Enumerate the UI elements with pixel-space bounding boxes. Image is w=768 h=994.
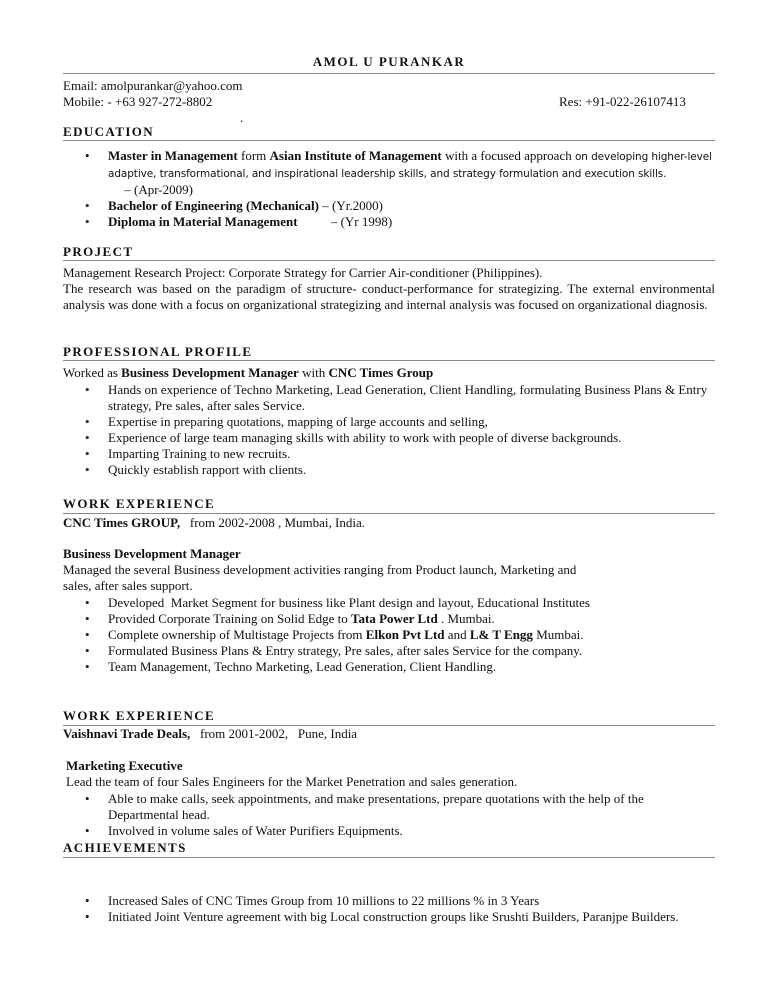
bullet: • [85,909,90,924]
achievements-list [63,893,715,925]
header-rule [63,73,715,74]
work-experience-heading: WORK EXPERIENCE [63,496,216,511]
work1-bullet-text: Formulated Business Plans & Entry strategy, Pre sales, after sales Service for the company. [108,643,583,658]
bullet: • [85,198,90,213]
list-item [63,643,715,659]
client-tata-power: Tata Power Ltd [351,611,438,626]
work1-bullet-text: Team Management, Techno Marketing, Lead Generation, Client Handling. [108,659,497,674]
work2-title-text: Marketing Executive [66,758,183,773]
achievements-heading: ACHIEVEMENTS [63,840,187,855]
residence-phone: Res: +91-022-26107413 [559,94,686,109]
work2-desc: Lead the team of four Sales Engineers for the Market Penetration and sales generation. [66,774,518,789]
client-lt-engg: L& T Engg [469,627,533,642]
work2-title [66,758,183,774]
profile-list [63,382,715,478]
degree-diploma: Diploma in Material Management [108,214,298,229]
bullet: • [85,643,90,658]
project-title: Management Research Project: Corporate Strategy for Carrier Air-conditioner (Philippines). [63,265,543,280]
work1-employer-line [63,515,365,531]
list-item [63,627,715,643]
list-item [63,823,715,839]
bullet: • [85,627,90,642]
list-item [63,430,715,446]
text-with: with [298,365,329,380]
bullet: • [85,214,90,229]
focus-description: on developing higher-level adaptive, transformational, and inspirational leadership skills, and strategy formulation and execution skills. [108,151,712,180]
work2-bullet-text: Involved in volume sales of Water Purifiers Equipments. [108,823,403,838]
project-heading: PROJECT [63,244,134,259]
work2-company: Vaishnavi Trade Deals, [63,726,191,741]
work1-bullet-text: Mumbai. [532,627,584,642]
profile-rule [63,360,715,361]
work-experience-rule [63,513,715,514]
degree-masters: Master in Management [108,148,238,163]
text-form: form [237,148,270,163]
bullet: • [85,148,90,163]
work1-title [63,546,241,562]
bachelor-date: – (Yr.2000) [318,198,383,213]
work1-desc-line1: Managed the several Business development activities ranging from Product launch, Marketing and [63,562,577,577]
work1-bullet-text: Developed Market Segment for business like Plant design and layout, Educational Institutes [108,595,590,610]
bullet: • [85,430,90,445]
work-experience-heading: WORK EXPERIENCE [63,708,216,723]
bullet: • [85,893,90,908]
mobile-line: Mobile: - +63 927-272-8802 [63,94,213,109]
list-item [63,909,715,925]
list-item [63,659,715,675]
profile-company: CNC Times Group [328,365,434,380]
bullet: • [85,414,90,429]
profile-role: Business Development Manager [121,365,299,380]
bullet: • [85,659,90,674]
education-rule [63,140,715,141]
education-list [63,148,715,230]
masters-date: – (Apr-2009) [108,182,193,197]
list-item [63,595,715,611]
text-focus-intro: with a focused approach [441,148,575,163]
education-item-masters [63,148,715,198]
list-item [63,446,715,462]
work1-bullet-text: . Mumbai. [437,611,495,626]
work2-list [63,791,715,839]
work1-bullet-text: and [444,627,470,642]
education-item-bachelor [63,198,715,214]
institute-name: Asian Institute of Management [269,148,442,163]
work1-bullet-text: Complete ownership of Multistage Projects from [108,627,366,642]
list-item [63,893,715,909]
bullet: • [85,823,90,838]
work1-list [63,595,715,675]
bullet: • [85,382,90,397]
work1-period: from 2002-2008 , Mumbai, India. [180,515,366,530]
client-elkon: Elkon Pvt Ltd [365,627,445,642]
list-item [63,791,715,823]
bullet: • [85,462,90,477]
bullet: • [85,791,90,806]
profile-bullet-text: Quickly establish rapport with clients. [108,462,307,477]
email-line: Email: amolpurankar@yahoo.com [63,78,243,93]
profile-bullet-text: Hands on experience of Techno Marketing, Lead Generation, Client Handling, formulating Business Plans & Entry strategy, Pre sales, after sales Service. [108,382,708,413]
work1-desc-line2: sales, after sales support. [63,578,193,593]
candidate-name: AMOL U PURANKAR [312,54,466,69]
project-rule [63,260,715,261]
work1-company: CNC Times GROUP, [63,515,181,530]
list-item [63,462,715,478]
profile-bullet-text: Imparting Training to new recruits. [108,446,291,461]
degree-bachelor: Bachelor of Engineering (Mechanical) [108,198,319,213]
bullet: • [85,595,90,610]
text-worked-as: Worked as [63,365,122,380]
work2-employer-line [63,726,357,742]
education-item-diploma [63,214,715,230]
profile-heading: PROFESSIONAL PROFILE [63,344,253,359]
project-description: The research was based on the paradigm of structure- conduct-performance for strategizing. The external environmental analysis was done with a focus on organizational strategizing and internal analysis was focused on organizational diagnosis. [63,281,715,312]
work2-period: from 2001-2002, Pune, India [190,726,358,741]
education-heading: EDUCATION [63,124,155,139]
work2-bullet-text: Able to make calls, seek appointments, and make presentations, prepare quotations with the help of the Departmental head. [108,791,644,822]
list-item [63,611,715,627]
work1-title-text: Business Development Manager [63,546,241,561]
profile-bullet-text: Experience of large team managing skills with ability to work with people of diverse backgrounds. [108,430,622,445]
achievement-text: Initiated Joint Venture agreement with big Local construction groups like Srushti Builders, Paranjpe Builders. [108,909,679,924]
diploma-date: – (Yr 1998) [327,214,393,229]
work1-bullet-text: Provided Corporate Training on Solid Edge to [108,611,352,626]
profile-summary [63,365,433,381]
list-item [63,382,715,414]
bullet: • [85,446,90,461]
list-item [63,414,715,430]
achievements-rule [63,857,715,858]
achievement-text: Increased Sales of CNC Times Group from 10 millions to 22 millions % in 3 Years [108,893,540,908]
profile-bullet-text: Expertise in preparing quotations, mapping of large accounts and selling, [108,414,488,429]
bullet: • [85,611,90,626]
stray-dot: . [240,110,244,125]
